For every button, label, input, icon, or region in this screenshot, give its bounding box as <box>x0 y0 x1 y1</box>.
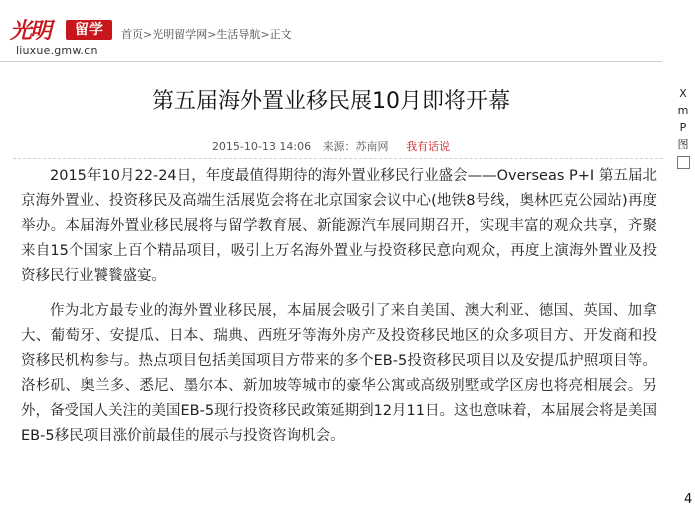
checkbox-icon[interactable] <box>677 156 690 169</box>
article-source: 来源：苏南网 <box>322 140 389 153</box>
article-paragraph: 2015年10月22-24日，年度最值得期待的海外置业移民行业盛会——Overseas P+I 第五届北京海外置业、投资移民及高端生活展览会将在北京国家会议中心(地铁8号线，奥林匹克公园站)再度举办。本届海外置业移民展将与留学教育展、新能源汽车展同期召开，实现丰富的观众共享，齐聚来自15个国家上百个精品项目，吸引上万名海外置业与投资移民意向观众，再度上演海外置业及投资移民行业饕餮盛宴。 <box>21 168 657 284</box>
site-logo[interactable] <box>10 18 113 58</box>
breadcrumb-separator: > <box>207 28 217 41</box>
side-tool-x[interactable]: X <box>679 87 687 100</box>
breadcrumb-separator: > <box>260 28 270 41</box>
side-toolbar <box>671 85 695 245</box>
comment-link[interactable]: 我有话说 <box>406 140 451 153</box>
page-number: 4 <box>684 492 693 507</box>
article-title: 第五届海外置业移民展10月即将开幕 <box>152 89 510 114</box>
breadcrumb-separator: > <box>143 28 153 41</box>
meta-divider <box>13 158 663 159</box>
article-meta <box>0 138 662 154</box>
side-tool-p[interactable]: P <box>679 121 687 134</box>
breadcrumb-current: 正文 <box>269 28 292 41</box>
article-date: 2015-10-13 14:06 <box>211 140 312 153</box>
breadcrumb-home[interactable]: 首页 <box>121 28 143 41</box>
header-divider <box>0 61 662 62</box>
breadcrumb <box>121 26 292 42</box>
breadcrumb-gmw-study[interactable]: 光明留学网 <box>152 28 208 41</box>
side-tool-m[interactable]: m <box>677 104 689 117</box>
logo-brush-text: 光明 <box>10 18 51 44</box>
article-paragraph: 作为北方最专业的海外置业移民展，本届展会吸引了来自美国、澳大利亚、德国、英国、加拿大、葡萄牙、安提瓜、日本、瑞典、西班牙等海外房产及投资移民地区的众多项目方、开发商和投资移民机构参与。热点项目包括美国项目方带来的多个EB-5投资移民项目以及安提瓜护照项目等。洛杉矶、奥兰多、悉尼、墨尔本、新加坡等城市的豪华公寓或高级别墅或学区房也将亮相展会。另外，备受国人关注的美国EB-5现行投资移民政策延期到12月11日。这也意味着，本届展会将是美国EB-5移民项目涨价前最佳的展示与投资咨询机会。 <box>21 303 657 444</box>
logo-badge: 留学 <box>66 20 112 40</box>
side-tool-image[interactable]: 图 <box>677 138 689 151</box>
article-body <box>21 164 657 459</box>
logo-url: liuxue.gmw.cn <box>16 44 98 57</box>
breadcrumb-life-guide[interactable]: 生活导航 <box>216 28 261 41</box>
